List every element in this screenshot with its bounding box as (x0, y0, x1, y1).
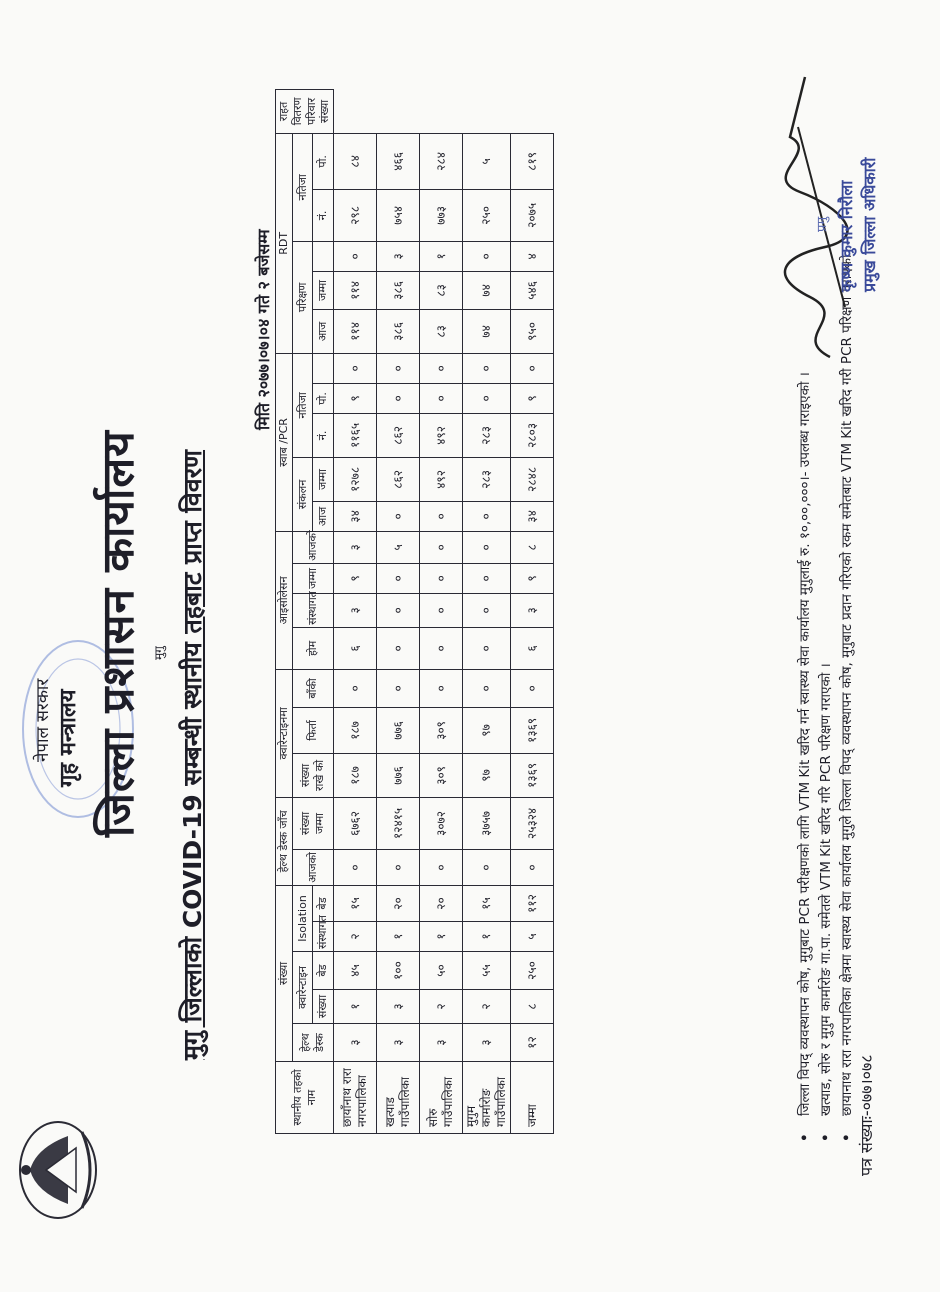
government-name: नेपाल सरकार (33, 678, 53, 762)
header-institutional: संस्थागत (292, 593, 333, 627)
table-row (334, 90, 377, 1134)
header-total-count: संख्या जम्मा (292, 797, 333, 849)
table-cell: ६ (511, 627, 554, 669)
table-cell: ४६६ (377, 133, 420, 189)
table-cell: ८४ (334, 133, 377, 189)
table-cell: ० (420, 627, 463, 669)
table-cell: ३०९ (420, 707, 463, 753)
table-cell: ० (420, 531, 463, 563)
table-cell: ० (334, 669, 377, 707)
table-cell: ९७ (463, 707, 511, 753)
table-cell: २८४ (420, 133, 463, 189)
header-isolation: Isolation (292, 885, 312, 951)
table-cell: ० (463, 383, 511, 413)
row-name: सोरु गाउँपालिका (420, 1062, 463, 1134)
table-cell: ० (420, 849, 463, 885)
ministry-name: गृह मन्त्रालय (56, 689, 81, 787)
table-cell: ५० (420, 952, 463, 990)
table-cell: ३ (377, 990, 420, 1024)
header-rdt-total: जम्मा (313, 271, 334, 309)
table-cell: ३ (420, 1024, 463, 1062)
table-cell: ० (463, 627, 511, 669)
table-cell: १३६९ (511, 753, 554, 797)
table-cell: २८४८ (511, 457, 554, 501)
table-cell: ० (511, 849, 554, 885)
table-cell: ८३ (420, 271, 463, 309)
table-cell: ० (377, 593, 420, 627)
table-cell: १२७८ (334, 457, 377, 501)
table-cell: ८३ (420, 309, 463, 353)
table-cell: ९ (511, 383, 554, 413)
table-cell: ३ (334, 1024, 377, 1062)
covid-table (275, 89, 554, 1134)
table-cell: २०७५ (511, 189, 554, 241)
table-cell: ९ (334, 563, 377, 593)
table-cell: १२ (511, 1024, 554, 1062)
table-cell: ३ (511, 593, 554, 627)
table-cell: ८ (511, 990, 554, 1024)
table-cell: ८६२ (377, 457, 420, 501)
header-relief-families: राहत वितरण परिवार संख्या (276, 90, 334, 134)
table-cell: ९७ (463, 753, 511, 797)
header-i-institutional: संस्थागत (313, 922, 334, 952)
table-cell: १५ (334, 885, 377, 921)
table-cell: ३ (463, 1024, 511, 1062)
table-body (334, 90, 554, 1134)
table-cell: ९ (511, 563, 554, 593)
header-isolation-detail: आइसोलेसन (276, 531, 293, 669)
table-cell: २५० (511, 952, 554, 990)
table-cell: ० (463, 563, 511, 593)
header-isolation-today: आजको (292, 531, 333, 563)
table-cell: ८६२ (377, 413, 420, 457)
table-cell: २९८ (334, 189, 377, 241)
header-home: होम (292, 627, 333, 669)
header-pcr-result: नतिजा (292, 353, 312, 457)
table-cell: १५ (463, 885, 511, 921)
table-cell: ८१९ (511, 133, 554, 189)
table-cell: ११२ (511, 885, 554, 921)
row-name: मुगुम कार्मारोङ गाउँपालिका (463, 1062, 511, 1134)
table-cell: ५ (463, 133, 511, 189)
district-label: मुगु (152, 646, 166, 660)
table-cell: ० (377, 849, 420, 885)
table-cell: ० (463, 531, 511, 563)
table-cell: ३७५७ (463, 797, 511, 849)
table-cell: १८७ (334, 707, 377, 753)
table-cell: ० (377, 383, 420, 413)
header-health-desk-test: हेल्थ डेस्क जाँच (276, 797, 293, 885)
report-date: मिति २०७७।०७।०४ गते २ बजेसम्म (254, 229, 273, 430)
header-remaining: बाँकी (292, 669, 333, 707)
table-cell: ० (420, 383, 463, 413)
header-rdt-test: परिक्षण (292, 241, 312, 353)
table-cell: ८ (511, 531, 554, 563)
table-cell: १०० (377, 952, 420, 990)
table-cell: ० (463, 501, 511, 531)
table-cell: ० (377, 669, 420, 707)
table-cell: ० (463, 669, 511, 707)
table-cell: ५ (511, 922, 554, 952)
table-cell: ११४ (334, 309, 377, 353)
header-count: संख्या (276, 885, 293, 1061)
table-cell: १ (463, 922, 511, 952)
table-cell: १२४१५ (377, 797, 420, 849)
header-pcr-neg: नं. (313, 413, 334, 457)
nepal-emblem-icon (16, 1118, 100, 1222)
report-title: मुगु जिल्लाको COVID-19 सम्बन्धी स्थानीय तहबाट प्राप्त विवरण (178, 449, 207, 1060)
table-cell: ० (511, 353, 554, 383)
table-cell: ० (377, 563, 420, 593)
table-cell: ६ (334, 627, 377, 669)
table-cell: १ (420, 922, 463, 952)
table-cell: ५४६ (511, 271, 554, 309)
row-name: छायाँनाथ रारा नगरपालिका (334, 1062, 377, 1134)
table-cell: २८३ (463, 413, 511, 457)
table-row (463, 90, 511, 1134)
table-cell: ४ (511, 241, 554, 271)
table-cell: १८७ (334, 753, 377, 797)
table-cell: ३४ (334, 501, 377, 531)
table-cell: २५३२४ (511, 797, 554, 849)
table-cell: १ (420, 241, 463, 271)
table-cell: ० (420, 563, 463, 593)
table-cell: ० (420, 501, 463, 531)
header-kept-count: संख्या राखे को (292, 753, 333, 797)
signatory-name: कृष्ण कुमार निरौला (837, 180, 856, 292)
header-rdt-result: नतिजा (292, 133, 312, 241)
header-today: आजको (292, 849, 333, 885)
header-rdt-extra (313, 241, 334, 271)
table-row (511, 90, 554, 1134)
signatory-designation: प्रमुख जिल्ला अधिकारी (860, 157, 879, 292)
header-local-level: स्थानीय तहको नाम (276, 1062, 334, 1134)
header-collection: संकलन (292, 457, 312, 531)
table-cell: ४९२ (420, 413, 463, 457)
table-cell: ७७६ (377, 707, 420, 753)
table-cell: २ (334, 922, 377, 952)
table-cell: ३०७२ (420, 797, 463, 849)
table-cell: २८३ (463, 457, 511, 501)
table-cell: २ (463, 990, 511, 1024)
header-rdt-today: आज (313, 309, 334, 353)
note-item: • छायानाथ रारा नगरपालिका क्षेत्रमा स्वास्थ्य सेवा कार्यालय मुगुले जिल्ला विपद् व्यवस्थापन कोष, मुगुबाट प्रदान गरिएको रकम समेतबाट VTM Kit खरिद गरी PCR परिक्षण गराएको (838, 254, 855, 1142)
table-cell: २५० (463, 189, 511, 241)
letter-number: पत्र संख्याः-०७७।०७८ (857, 1054, 876, 1176)
table-cell: ० (463, 353, 511, 383)
table-cell: ० (420, 353, 463, 383)
table-cell: २८०३ (511, 413, 554, 457)
signature-prefix: प्रमु (815, 216, 830, 232)
table-cell: ३४ (511, 501, 554, 531)
table-cell: ५५ (463, 952, 511, 990)
note-item: • जिल्ला विपद् व्यवस्थापन कोष, मुगुबाट PCR परीक्षणको लागि VTM Kit खरिद गर्न स्वास्थ्य सेवा कार्यालय मुगुलाई रु. १०,००,०००।- उपलब्ध गराइएको । (797, 372, 813, 1142)
table-cell: ० (334, 241, 377, 271)
table-cell: ६७६२ (334, 797, 377, 849)
table-cell: ७७६ (377, 753, 420, 797)
table-cell: ० (463, 849, 511, 885)
table-cell: ७७३ (420, 189, 463, 241)
table-cell: ११६५ (334, 413, 377, 457)
table-cell: ५ (377, 531, 420, 563)
table-cell: ० (463, 593, 511, 627)
header-isolation-total: जम्मा (292, 563, 333, 593)
header-pcr-pos: पो. (313, 383, 334, 413)
header-swab-pcr: स्वाब /PCR (276, 353, 293, 531)
table-cell: ३८६ (377, 271, 420, 309)
table-row (420, 90, 463, 1134)
table-cell: २० (420, 885, 463, 921)
table-cell: १ (334, 990, 377, 1024)
table-cell: ३ (377, 1024, 420, 1062)
table-cell: ९५० (511, 309, 554, 353)
row-name: जम्मा (511, 1062, 554, 1134)
table-cell: २० (377, 885, 420, 921)
header-quarantine: क्वारेन्टाइन (292, 952, 312, 1024)
header-rdt: RDT (276, 133, 293, 353)
table-cell: ० (377, 353, 420, 383)
header-i-bed: बेड (313, 885, 334, 921)
header-returned: फिर्ता (292, 707, 333, 753)
table-cell: ० (463, 241, 511, 271)
table-cell: ० (334, 849, 377, 885)
header-q-bed: बेड (313, 952, 334, 990)
row-name: खत्याड गाउँपालिका (377, 1062, 420, 1134)
header-health-desk: हेल्थ डेस्क (292, 1024, 333, 1062)
table-cell: ३ (334, 531, 377, 563)
table-cell: ९ (334, 383, 377, 413)
office-name: जिल्ला प्रशासन कार्यालय (93, 430, 144, 837)
table-cell: ० (420, 669, 463, 707)
header-quarantine-detail: क्वारेन्टाइनमा (276, 669, 293, 797)
table-cell: ३०९ (420, 753, 463, 797)
table-cell: ० (511, 669, 554, 707)
table-cell: ४५ (334, 952, 377, 990)
header-q-number: संख्या (313, 990, 334, 1024)
table-cell: ० (334, 353, 377, 383)
header-rdt-pos: पो. (313, 133, 334, 189)
table-cell: ४९२ (420, 457, 463, 501)
table-cell: ० (377, 627, 420, 669)
table-cell: १ (377, 922, 420, 952)
note-item: • खत्याड, सोरु र मुगुम कार्मारोङ गा.पा. समेतले VTM Kit खरिद गरि PCR परिक्षण गराएको । (817, 663, 834, 1142)
table-cell: ३ (377, 241, 420, 271)
table-cell: ० (377, 501, 420, 531)
table-cell: २ (420, 990, 463, 1024)
table-row (377, 90, 420, 1134)
table-cell: ७४ (463, 271, 511, 309)
table-cell: १३६९ (511, 707, 554, 753)
header-pcr-extra (313, 353, 334, 383)
header-rdt-neg: नं. (313, 189, 334, 241)
table-cell: ७४ (463, 309, 511, 353)
table-cell: ३८६ (377, 309, 420, 353)
table-cell: ० (420, 593, 463, 627)
header-col-today: आज (313, 501, 334, 531)
header-col-total: जम्मा (313, 457, 334, 501)
table-cell: ७५४ (377, 189, 420, 241)
table-cell: ३ (334, 593, 377, 627)
table-cell: ११४ (334, 271, 377, 309)
